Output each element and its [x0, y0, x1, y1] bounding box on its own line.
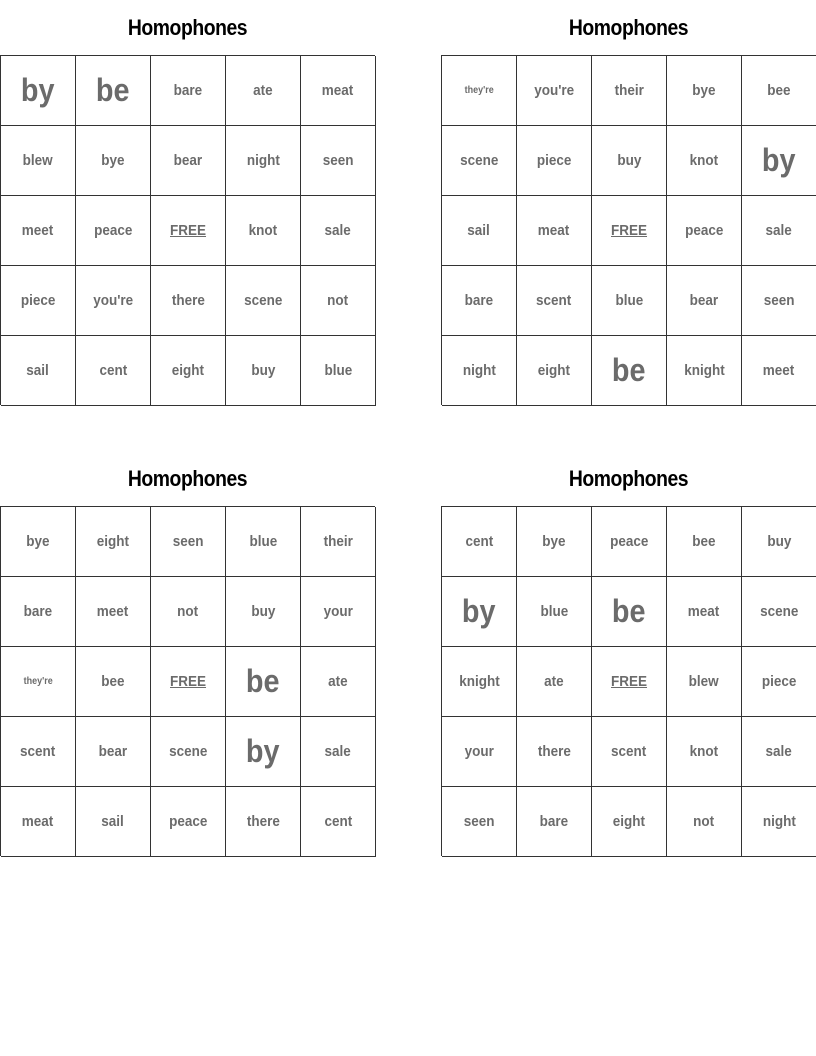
bingo-grid: [441, 55, 816, 405]
cell-word: buy: [616, 152, 641, 169]
cell-word: bee: [692, 533, 716, 550]
cell-word: seen: [463, 813, 495, 830]
cell-word: sail: [467, 222, 491, 239]
bingo-cell: [517, 787, 592, 857]
cell-word: bye: [101, 152, 125, 169]
cell-word: there: [537, 743, 571, 760]
cell-word: knight: [683, 362, 725, 379]
bingo-cell: [1, 787, 76, 857]
cell-word: blew: [22, 152, 54, 169]
bingo-cell: [226, 717, 301, 787]
cell-word: you're: [534, 82, 574, 99]
cell-word: FREE: [610, 222, 647, 239]
bingo-cell: [742, 507, 816, 577]
cell-word: not: [327, 292, 349, 309]
bingo-cell: [667, 717, 742, 787]
bingo-cell: [151, 507, 226, 577]
free-space-cell: [151, 647, 226, 717]
cell-word: peace: [609, 533, 649, 550]
cell-word: sale: [324, 222, 352, 239]
bingo-cell: [517, 647, 592, 717]
cell-word: by: [462, 593, 496, 629]
bingo-cell: [1, 507, 76, 577]
cell-word: blew: [688, 673, 720, 690]
cell-word: scent: [20, 743, 56, 760]
cell-word: meet: [763, 362, 795, 379]
cell-word: eight: [537, 362, 571, 379]
bingo-cell: [667, 577, 742, 647]
cell-word: sail: [26, 362, 50, 379]
cell-word: bear: [98, 743, 128, 760]
bingo-cell: [76, 647, 151, 717]
bingo-cell: [301, 336, 376, 406]
bingo-cell: [517, 717, 592, 787]
bingo-cell: [667, 266, 742, 336]
bingo-cell: [76, 507, 151, 577]
bingo-cell: [226, 507, 301, 577]
cell-word: they're: [23, 676, 53, 687]
cell-word: bee: [101, 673, 125, 690]
cell-word: eight: [171, 362, 205, 379]
bingo-cell: [76, 717, 151, 787]
cell-word: night: [762, 813, 796, 830]
cell-word: blue: [615, 292, 643, 309]
bingo-cell: [76, 126, 151, 196]
cell-word: knot: [689, 743, 719, 760]
bingo-card-4: [441, 451, 816, 856]
cell-word: eight: [612, 813, 646, 830]
cell-word: seen: [172, 533, 204, 550]
cell-word: ate: [544, 673, 564, 690]
cell-word: FREE: [610, 673, 647, 690]
cell-word: blue: [324, 362, 352, 379]
cell-word: bye: [542, 533, 566, 550]
bingo-grid: [441, 506, 816, 856]
cell-word: eight: [96, 533, 130, 550]
bingo-cell: [592, 787, 667, 857]
bingo-cell: [1, 336, 76, 406]
bingo-cell: [301, 507, 376, 577]
bingo-cell: [667, 787, 742, 857]
card-title: Homophones: [127, 15, 248, 40]
cell-word: FREE: [169, 222, 206, 239]
bingo-cell: [517, 266, 592, 336]
cell-word: blue: [540, 603, 568, 620]
bingo-cell: [517, 577, 592, 647]
bingo-grid: [0, 506, 375, 856]
bingo-cell: [517, 507, 592, 577]
bingo-cell: [667, 507, 742, 577]
cell-word: scene: [168, 743, 208, 760]
free-space-cell: [151, 196, 226, 266]
bingo-cell: [442, 56, 517, 126]
cell-word: by: [21, 72, 55, 108]
card-title: Homophones: [127, 466, 248, 491]
card-title: Homophones: [568, 15, 689, 40]
bingo-cell: [151, 787, 226, 857]
cell-word: piece: [536, 152, 572, 169]
cell-word: there: [246, 813, 280, 830]
bingo-cell: [301, 266, 376, 336]
cell-word: blue: [249, 533, 277, 550]
cell-word: meet: [22, 222, 54, 239]
cell-word: cent: [465, 533, 493, 550]
bingo-cell: [151, 266, 226, 336]
bingo-cell: [667, 126, 742, 196]
bingo-cell: [1, 647, 76, 717]
bingo-cell: [151, 56, 226, 126]
cell-word: ate: [328, 673, 348, 690]
cell-word: their: [323, 533, 353, 550]
bingo-cell: [226, 336, 301, 406]
bingo-cell: [592, 507, 667, 577]
bingo-cell: [1, 126, 76, 196]
bingo-cell: [592, 336, 667, 406]
bingo-cell: [667, 196, 742, 266]
bingo-cell: [517, 336, 592, 406]
bingo-cell: [226, 787, 301, 857]
bingo-cell: [151, 336, 226, 406]
cell-word: peace: [93, 222, 133, 239]
bingo-cell: [226, 56, 301, 126]
bingo-cell: [742, 266, 816, 336]
cell-word: their: [614, 82, 644, 99]
bingo-cell: [301, 577, 376, 647]
cell-word: scent: [611, 743, 647, 760]
bingo-cell: [226, 196, 301, 266]
cell-word: seen: [322, 152, 354, 169]
cell-word: be: [612, 593, 646, 629]
cell-word: knot: [248, 222, 278, 239]
cell-word: there: [171, 292, 205, 309]
cell-word: meat: [22, 813, 54, 830]
cell-word: night: [462, 362, 496, 379]
cell-word: meat: [688, 603, 720, 620]
cell-word: night: [246, 152, 280, 169]
cell-word: knot: [689, 152, 719, 169]
cell-word: be: [96, 72, 130, 108]
bingo-cell: [76, 56, 151, 126]
bingo-cell: [226, 647, 301, 717]
bingo-cell: [1, 56, 76, 126]
bingo-cell: [76, 787, 151, 857]
bingo-cell: [442, 647, 517, 717]
bingo-cell: [592, 717, 667, 787]
cell-word: bare: [464, 292, 494, 309]
bingo-card-2: [441, 0, 816, 405]
cell-word: sale: [765, 743, 793, 760]
cell-word: not: [177, 603, 199, 620]
cell-word: bear: [173, 152, 203, 169]
bingo-cell: [301, 56, 376, 126]
bingo-cell: [301, 717, 376, 787]
bingo-cell: [151, 717, 226, 787]
cell-word: piece: [761, 673, 797, 690]
cell-word: ate: [253, 82, 273, 99]
bingo-cell: [667, 647, 742, 717]
bingo-cell: [592, 577, 667, 647]
bingo-cell: [667, 56, 742, 126]
bingo-cell: [442, 196, 517, 266]
bingo-cell: [1, 266, 76, 336]
cell-word: meat: [322, 82, 354, 99]
bingo-cell: [1, 196, 76, 266]
bingo-cell: [226, 126, 301, 196]
bingo-cell: [742, 126, 816, 196]
bingo-cell: [742, 336, 816, 406]
cell-word: sale: [324, 743, 352, 760]
bingo-cell: [742, 717, 816, 787]
cell-word: be: [246, 663, 280, 699]
bingo-cell: [226, 577, 301, 647]
bingo-cell: [442, 717, 517, 787]
cell-word: scene: [759, 603, 799, 620]
free-space-cell: [592, 196, 667, 266]
cell-word: bear: [689, 292, 719, 309]
cell-word: they're: [464, 85, 494, 96]
cell-word: meat: [538, 222, 570, 239]
bingo-cell: [442, 787, 517, 857]
cell-word: not: [693, 813, 715, 830]
bingo-cell: [592, 56, 667, 126]
bingo-cell: [151, 577, 226, 647]
cell-word: bye: [692, 82, 716, 99]
bingo-cell: [76, 336, 151, 406]
cell-word: buy: [250, 603, 275, 620]
cell-word: peace: [168, 813, 208, 830]
cell-word: scent: [536, 292, 572, 309]
cell-word: bare: [173, 82, 203, 99]
bingo-cell: [517, 56, 592, 126]
cell-word: FREE: [169, 673, 206, 690]
bingo-cell: [301, 196, 376, 266]
bingo-cell: [1, 717, 76, 787]
bingo-cell: [442, 507, 517, 577]
cell-word: meet: [97, 603, 129, 620]
cell-word: seen: [763, 292, 795, 309]
bingo-cell: [442, 577, 517, 647]
bingo-cell: [667, 336, 742, 406]
bingo-cell: [742, 647, 816, 717]
bingo-cell: [742, 196, 816, 266]
bingo-cell: [592, 126, 667, 196]
cell-word: your: [464, 743, 494, 760]
bingo-grid: [0, 55, 375, 405]
bingo-cell: [301, 647, 376, 717]
cell-word: buy: [250, 362, 275, 379]
cell-word: buy: [766, 533, 791, 550]
bingo-cell: [226, 266, 301, 336]
cell-word: bye: [26, 533, 50, 550]
bingo-cell: [517, 196, 592, 266]
cell-word: peace: [684, 222, 724, 239]
bingo-cell: [742, 577, 816, 647]
cell-word: bee: [767, 82, 791, 99]
cell-word: sale: [765, 222, 793, 239]
bingo-cell: [442, 266, 517, 336]
bingo-cell: [1, 577, 76, 647]
cell-word: cent: [324, 813, 352, 830]
bingo-cell: [76, 577, 151, 647]
bingo-cell: [442, 126, 517, 196]
bingo-cell: [742, 56, 816, 126]
cell-word: cent: [99, 362, 127, 379]
bingo-cell: [592, 266, 667, 336]
bingo-cell: [76, 266, 151, 336]
cell-word: knight: [458, 673, 500, 690]
cell-word: scene: [243, 292, 283, 309]
cell-word: sail: [101, 813, 125, 830]
cell-word: by: [762, 142, 796, 178]
card-title: Homophones: [568, 466, 689, 491]
cell-word: bare: [539, 813, 569, 830]
cell-word: you're: [93, 292, 133, 309]
bingo-cell: [442, 336, 517, 406]
bingo-cell: [301, 126, 376, 196]
cell-word: scene: [459, 152, 499, 169]
cell-word: your: [323, 603, 353, 620]
free-space-cell: [592, 647, 667, 717]
bingo-cell: [76, 196, 151, 266]
bingo-card-3: [0, 451, 375, 856]
cell-word: by: [246, 733, 280, 769]
cell-word: piece: [20, 292, 56, 309]
bingo-cell: [517, 126, 592, 196]
cell-word: be: [612, 352, 646, 388]
bingo-cell: [151, 126, 226, 196]
cell-word: bare: [23, 603, 53, 620]
bingo-cell: [301, 787, 376, 857]
bingo-card-1: [0, 0, 375, 405]
bingo-cell: [742, 787, 816, 857]
